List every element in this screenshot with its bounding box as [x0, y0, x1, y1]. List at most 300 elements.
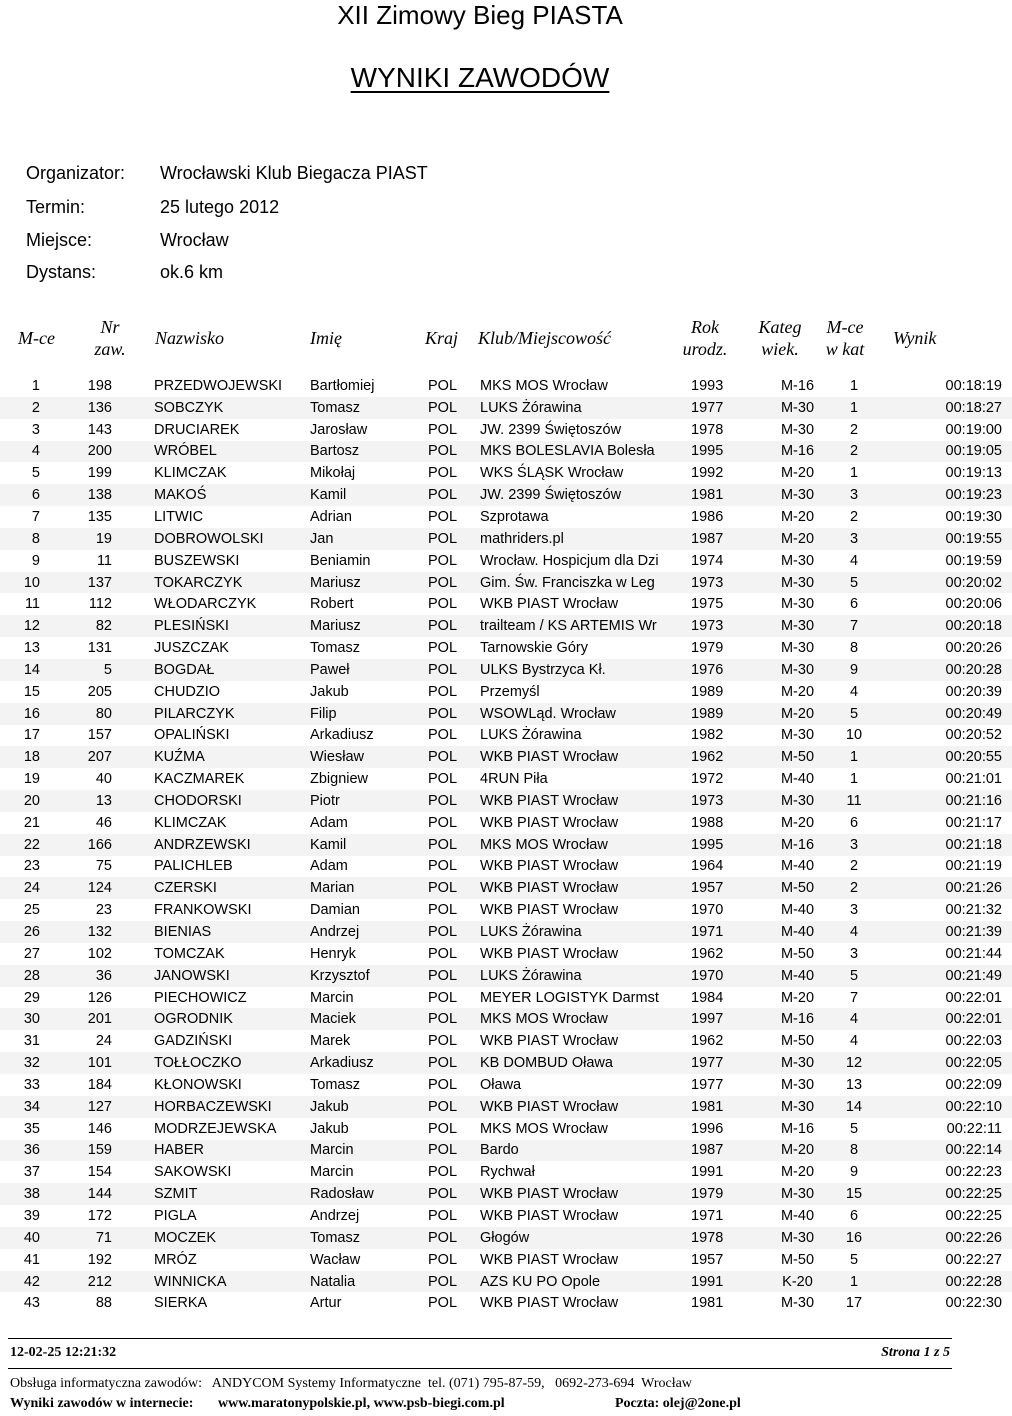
- surname-cell: DRUCIAREK: [154, 421, 240, 438]
- category-cell: M-20: [780, 683, 815, 700]
- first-name-cell: Bartosz: [310, 441, 428, 463]
- place-cell: 29: [23, 989, 40, 1006]
- surname-cell: SIERKA: [154, 1295, 208, 1312]
- place-cell: 1: [31, 377, 40, 394]
- table-row: [0, 877, 1012, 899]
- time-cell: 00:20:55: [874, 746, 1012, 768]
- birth-year-cell: 1957: [691, 877, 761, 899]
- country-cell: POL: [428, 465, 458, 482]
- bib-number-cell: 127: [40, 1096, 112, 1118]
- results-table: [0, 375, 1012, 1314]
- category-cell: M-40: [761, 965, 834, 987]
- table-row: [0, 899, 1012, 921]
- country-cell: POL: [428, 1008, 480, 1030]
- country-cell: POL: [428, 572, 480, 594]
- country-cell: POL: [428, 1251, 458, 1268]
- table-row: [0, 1052, 1012, 1074]
- club-cell: MKS MOS Wrocław: [480, 1120, 608, 1137]
- table-row: [0, 812, 1012, 834]
- table-row: [0, 834, 1012, 856]
- time-cell: 00:21:19: [945, 858, 1002, 875]
- table-row: [0, 441, 1012, 463]
- category-cell: M-20: [780, 1164, 815, 1181]
- club-cell: WSOWLąd. Wrocław: [480, 703, 691, 725]
- category-place-cell: 7: [834, 615, 874, 637]
- birth-year-cell: 1973: [691, 615, 761, 637]
- header-nr-line2: zaw.: [94, 339, 126, 359]
- country-cell: POL: [428, 1052, 480, 1074]
- birth-year-cell: 1978: [691, 1227, 761, 1249]
- category-cell: M-30: [780, 727, 815, 744]
- category-cell: M-20: [761, 703, 834, 725]
- surname-cell: KLIMCZAK: [154, 814, 227, 831]
- place-cell: 18: [0, 746, 40, 768]
- birth-year-cell: 1977: [691, 397, 761, 419]
- bib-number-cell: 24: [95, 1033, 112, 1050]
- first-name-cell: Tomasz: [310, 397, 428, 419]
- bib-number-cell: 46: [95, 814, 112, 831]
- category-place-cell: 3: [834, 484, 874, 506]
- club-cell: trailteam / KS ARTEMIS Wr: [480, 615, 691, 637]
- club-cell: MKS BOLESLAVIA Bolesła: [480, 441, 691, 463]
- first-name-cell: Maciek: [310, 1008, 428, 1030]
- birth-year-cell: 1977: [691, 1052, 761, 1074]
- category-place-cell: 5: [849, 1251, 859, 1268]
- category-place-cell: 17: [845, 1295, 863, 1312]
- birth-year-cell: 1976: [691, 659, 761, 681]
- time-cell: 00:21:32: [945, 902, 1002, 919]
- time-cell: 00:21:18: [874, 834, 1012, 856]
- table-row: [0, 1096, 1012, 1118]
- category-place-cell: 5: [849, 1120, 859, 1137]
- category-cell: M-30: [780, 552, 815, 569]
- first-name-cell: Wacław: [310, 1251, 361, 1268]
- bib-number-cell: 40: [95, 771, 112, 788]
- surname-cell: HORBACZEWSKI: [112, 1096, 310, 1118]
- time-cell: 00:21:44: [945, 945, 1002, 962]
- bib-number-cell: 198: [87, 377, 112, 394]
- time-cell: 00:19:13: [945, 465, 1002, 482]
- time-cell: 00:20:02: [874, 572, 1012, 594]
- place-cell: 28: [0, 965, 40, 987]
- time-cell: 00:19:23: [874, 484, 1012, 506]
- surname-cell: SAKOWSKI: [154, 1164, 232, 1181]
- club-cell: Przemyśl: [480, 683, 540, 700]
- first-name-cell: Jan: [310, 528, 428, 550]
- country-cell: POL: [428, 877, 480, 899]
- surname-cell: OPALIŃSKI: [154, 727, 230, 744]
- bib-number-cell: 82: [40, 615, 112, 637]
- surname-cell: PLESIŃSKI: [112, 615, 310, 637]
- footer-divider-top: [8, 1338, 952, 1339]
- country-cell: POL: [428, 834, 480, 856]
- place-cell: 36: [0, 1140, 40, 1162]
- table-row: [0, 1183, 1012, 1205]
- category-place-cell: 8: [834, 1140, 874, 1162]
- country-cell: POL: [428, 921, 480, 943]
- country-cell: POL: [428, 703, 480, 725]
- first-name-cell: Jarosław: [310, 421, 368, 438]
- club-cell: Gim. Św. Franciszka w Leg: [480, 572, 691, 594]
- time-cell: 00:22:01: [945, 989, 1002, 1006]
- info-value-place: Wrocław: [160, 230, 229, 250]
- first-name-cell: Adrian: [310, 508, 352, 525]
- surname-cell: MAKOŚ: [112, 484, 310, 506]
- category-cell: M-20: [780, 989, 815, 1006]
- surname-cell: PALICHLEB: [154, 858, 233, 875]
- time-cell: 00:19:00: [945, 421, 1002, 438]
- category-cell: M-30: [761, 397, 834, 419]
- surname-cell: PILARCZYK: [112, 703, 310, 725]
- category-cell: M-20: [780, 465, 815, 482]
- category-cell: M-50: [780, 945, 815, 962]
- first-name-cell: Radosław: [310, 1183, 428, 1205]
- category-place-cell: 4: [834, 921, 874, 943]
- first-name-cell: Tomasz: [310, 1227, 428, 1249]
- birth-year-cell: 1989: [691, 683, 724, 700]
- place-cell: 23: [23, 858, 40, 875]
- category-place-cell: 3: [849, 945, 859, 962]
- category-cell: M-16: [761, 834, 834, 856]
- table-row: [0, 593, 1012, 615]
- birth-year-cell: 1989: [691, 703, 761, 725]
- time-cell: 00:22:03: [945, 1033, 1002, 1050]
- surname-cell: DOBROWOLSKI: [112, 528, 310, 550]
- first-name-cell: Kamil: [310, 834, 428, 856]
- place-cell: 22: [0, 834, 40, 856]
- header-year-line2: urodz.: [682, 339, 728, 359]
- country-cell: POL: [428, 1120, 458, 1137]
- category-place-cell: 5: [834, 965, 874, 987]
- club-cell: Tarnowskie Góry: [480, 640, 588, 657]
- category-cell: M-40: [780, 1207, 815, 1224]
- footer-page-number: Strona 1 z 5: [881, 1345, 950, 1360]
- footer-internet-sites[interactable]: www.maratonypolskie.pl, www.psb-biegi.com.pl: [218, 1396, 505, 1411]
- bib-number-cell: 200: [40, 441, 112, 463]
- category-cell: M-50: [761, 746, 834, 768]
- bib-number-cell: 80: [40, 703, 112, 725]
- club-cell: Głogów: [480, 1227, 691, 1249]
- category-cell: M-16: [761, 441, 834, 463]
- first-name-cell: Robert: [310, 596, 354, 613]
- country-cell: POL: [428, 397, 480, 419]
- category-cell: M-30: [761, 790, 834, 812]
- place-cell: 37: [23, 1164, 40, 1181]
- bib-number-cell: 11: [96, 552, 112, 569]
- place-cell: 33: [23, 1076, 40, 1093]
- header-category-place-line1: M-ce: [826, 317, 864, 337]
- first-name-cell: Marek: [310, 1033, 351, 1050]
- place-cell: 9: [31, 552, 40, 569]
- first-name-cell: Piotr: [310, 790, 428, 812]
- birth-year-cell: 1991: [691, 1164, 724, 1181]
- surname-cell: WRÓBEL: [112, 441, 310, 463]
- category-place-cell: 12: [834, 1052, 874, 1074]
- bib-number-cell: 137: [40, 572, 112, 594]
- category-place-cell: 3: [849, 902, 859, 919]
- header-time: Wynik: [893, 328, 937, 348]
- bib-number-cell: 132: [40, 921, 112, 943]
- club-cell: 4RUN Piła: [480, 771, 548, 788]
- club-cell: WKS ŚLĄSK Wrocław: [480, 465, 624, 482]
- birth-year-cell: 1970: [691, 902, 724, 919]
- bib-number-cell: 157: [87, 727, 112, 744]
- category-cell: M-40: [761, 921, 834, 943]
- birth-year-cell: 1962: [691, 945, 724, 962]
- time-cell: 00:20:06: [945, 596, 1002, 613]
- table-row: [0, 965, 1012, 987]
- time-cell: 00:18:19: [945, 377, 1002, 394]
- time-cell: 00:18:27: [874, 397, 1012, 419]
- surname-cell: HABER: [112, 1140, 310, 1162]
- country-cell: POL: [428, 377, 458, 394]
- time-cell: 00:22:28: [874, 1271, 1012, 1293]
- country-cell: POL: [428, 528, 480, 550]
- country-cell: POL: [428, 814, 458, 831]
- bib-number-cell: 201: [40, 1008, 112, 1030]
- birth-year-cell: 1957: [691, 1251, 724, 1268]
- first-name-cell: Marcin: [310, 1140, 428, 1162]
- surname-cell: MODRZEJEWSKA: [154, 1120, 277, 1137]
- time-cell: 00:22:11: [946, 1120, 1002, 1137]
- category-place-cell: 13: [845, 1076, 863, 1093]
- category-place-cell: 3: [834, 528, 874, 550]
- bib-number-cell: 192: [87, 1251, 112, 1268]
- club-cell: MKS MOS Wrocław: [480, 834, 691, 856]
- surname-cell: WŁODARCZYK: [154, 596, 257, 613]
- footer-mail[interactable]: Poczta: olej@2one.pl: [615, 1396, 741, 1411]
- table-row: [0, 703, 1012, 725]
- category-place-cell: 2: [849, 858, 859, 875]
- category-place-cell: 3: [834, 834, 874, 856]
- bib-number-cell: 19: [40, 528, 112, 550]
- birth-year-cell: 1971: [691, 1207, 724, 1224]
- surname-cell: ANDRZEWSKI: [112, 834, 310, 856]
- time-cell: 00:22:01: [874, 1008, 1012, 1030]
- surname-cell: BIENIAS: [112, 921, 310, 943]
- table-row: [0, 506, 1012, 528]
- birth-year-cell: 1991: [691, 1271, 761, 1293]
- birth-year-cell: 1977: [691, 1076, 724, 1093]
- place-cell: 25: [23, 902, 40, 919]
- footer-service-info: Obsługa informatyczna zawodów: ANDYCOM Systemy Informatyczne tel. (071) 795-87-59, 0692-273-694 Wrocław: [10, 1376, 692, 1391]
- birth-year-cell: 1982: [691, 727, 724, 744]
- table-row: [0, 768, 1012, 790]
- table-row: [0, 528, 1012, 550]
- surname-cell: PIECHOWICZ: [154, 989, 247, 1006]
- category-place-cell: 2: [834, 441, 874, 463]
- header-nr-line1: Nr: [100, 317, 120, 337]
- table-row: [0, 1205, 1012, 1227]
- club-cell: JW. 2399 Świętoszów: [480, 484, 691, 506]
- birth-year-cell: 1978: [691, 421, 724, 438]
- club-cell: mathriders.pl: [480, 528, 691, 550]
- bib-number-cell: 184: [87, 1076, 112, 1093]
- category-place-cell: 5: [834, 572, 874, 594]
- category-place-cell: 2: [849, 508, 859, 525]
- bib-number-cell: 143: [87, 421, 112, 438]
- category-place-cell: 4: [849, 683, 859, 700]
- header-country: Kraj: [425, 328, 459, 348]
- club-cell: WKB PIAST Wrocław: [480, 902, 619, 919]
- club-cell: WKB PIAST Wrocław: [480, 814, 619, 831]
- club-cell: WKB PIAST Wrocław: [480, 596, 619, 613]
- category-cell: M-20: [780, 814, 815, 831]
- category-place-cell: 2: [849, 421, 859, 438]
- category-place-cell: 9: [849, 1164, 859, 1181]
- country-cell: POL: [428, 615, 480, 637]
- category-place-cell: 4: [849, 552, 859, 569]
- first-name-cell: Andrzej: [310, 921, 428, 943]
- first-name-cell: Artur: [310, 1295, 342, 1312]
- bib-number-cell: 144: [40, 1183, 112, 1205]
- birth-year-cell: 1992: [691, 465, 724, 482]
- club-cell: Rychwał: [480, 1164, 535, 1181]
- club-cell: WKB PIAST Wrocław: [480, 877, 691, 899]
- table-row: [0, 725, 1012, 747]
- time-cell: 00:22:10: [874, 1096, 1012, 1118]
- first-name-cell: Krzysztof: [310, 965, 428, 987]
- surname-cell: BOGDAŁ: [112, 659, 310, 681]
- bib-number-cell: 159: [40, 1140, 112, 1162]
- first-name-cell: Andrzej: [310, 1207, 360, 1224]
- bib-number-cell: 124: [40, 877, 112, 899]
- table-row: [0, 572, 1012, 594]
- time-cell: 00:22:09: [945, 1076, 1002, 1093]
- place-cell: 11: [24, 596, 40, 613]
- country-cell: POL: [428, 1295, 458, 1312]
- club-cell: Szprotawa: [480, 508, 549, 525]
- first-name-cell: Jakub: [310, 683, 349, 700]
- place-cell: 34: [0, 1096, 40, 1118]
- place-cell: 38: [0, 1183, 40, 1205]
- category-cell: K-20: [761, 1271, 834, 1293]
- place-cell: 16: [0, 703, 40, 725]
- bib-number-cell: 136: [40, 397, 112, 419]
- category-place-cell: 1: [849, 771, 859, 788]
- category-cell: M-30: [761, 1183, 834, 1205]
- category-cell: M-16: [780, 1120, 815, 1137]
- birth-year-cell: 1987: [691, 1140, 761, 1162]
- category-place-cell: 9: [834, 659, 874, 681]
- country-cell: POL: [428, 484, 480, 506]
- club-cell: WKB PIAST Wrocław: [480, 1295, 619, 1312]
- bib-number-cell: 154: [87, 1164, 112, 1181]
- club-cell: WKB PIAST Wrocław: [480, 1207, 619, 1224]
- bib-number-cell: 131: [87, 640, 112, 657]
- birth-year-cell: 1981: [691, 1295, 724, 1312]
- first-name-cell: Damian: [310, 902, 360, 919]
- bib-number-cell: 112: [88, 596, 112, 613]
- country-cell: POL: [428, 902, 458, 919]
- first-name-cell: Filip: [310, 703, 428, 725]
- place-cell: 5: [31, 465, 40, 482]
- time-cell: 00:20:18: [874, 615, 1012, 637]
- club-cell: Oława: [480, 1076, 522, 1093]
- place-cell: 26: [0, 921, 40, 943]
- category-cell: M-30: [761, 1096, 834, 1118]
- table-row: [0, 746, 1012, 768]
- info-value-date: 25 lutego 2012: [160, 197, 280, 217]
- time-cell: 00:19:05: [874, 441, 1012, 463]
- category-cell: M-16: [761, 1008, 834, 1030]
- first-name-cell: Mariusz: [310, 572, 428, 594]
- category-cell: M-30: [780, 421, 815, 438]
- first-name-cell: Bartłomiej: [310, 377, 375, 394]
- surname-cell: TOMCZAK: [154, 945, 225, 962]
- club-cell: WKB PIAST Wrocław: [480, 858, 619, 875]
- category-cell: M-30: [780, 640, 815, 657]
- table-row: [0, 1271, 1012, 1293]
- table-row: [0, 681, 1012, 703]
- birth-year-cell: 1997: [691, 1008, 761, 1030]
- place-cell: 30: [0, 1008, 40, 1030]
- bib-number-cell: 207: [40, 746, 112, 768]
- first-name-cell: Arkadiusz: [310, 1052, 428, 1074]
- country-cell: POL: [428, 1033, 458, 1050]
- country-cell: POL: [428, 1183, 480, 1205]
- table-row: [0, 1292, 1012, 1314]
- results-title: WYNIKI ZAWODÓW: [350, 62, 610, 93]
- club-cell: WKB PIAST Wrocław: [480, 790, 691, 812]
- club-cell: WKB PIAST Wrocław: [480, 1251, 619, 1268]
- club-cell: Wrocław. Hospicjum dla Dzi: [480, 552, 659, 569]
- first-name-cell: Arkadiusz: [310, 727, 374, 744]
- time-cell: 00:22:26: [874, 1227, 1012, 1249]
- birth-year-cell: 1996: [691, 1120, 724, 1137]
- surname-cell: OGRODNIK: [112, 1008, 310, 1030]
- place-cell: 27: [23, 945, 40, 962]
- header-first-name: Imię: [310, 328, 342, 348]
- club-cell: LUKS Żórawina: [480, 397, 691, 419]
- place-cell: 19: [23, 771, 40, 788]
- surname-cell: CZERSKI: [112, 877, 310, 899]
- surname-cell: CHUDZIO: [154, 683, 221, 700]
- birth-year-cell: 1981: [691, 1096, 761, 1118]
- table-row: [0, 1140, 1012, 1162]
- surname-cell: SOBCZYK: [112, 397, 310, 419]
- bib-number-cell: 172: [87, 1207, 112, 1224]
- birth-year-cell: 1964: [691, 858, 724, 875]
- surname-cell: KŁONOWSKI: [154, 1076, 242, 1093]
- header-category-line2: wiek.: [761, 339, 799, 359]
- birth-year-cell: 1993: [691, 377, 724, 394]
- birth-year-cell: 1973: [691, 790, 761, 812]
- time-cell: 00:22:14: [874, 1140, 1012, 1162]
- table-row: [0, 550, 1012, 572]
- first-name-cell: Mikołaj: [310, 465, 356, 482]
- first-name-cell: Natalia: [310, 1271, 428, 1293]
- first-name-cell: Marian: [310, 877, 428, 899]
- place-cell: 39: [23, 1207, 40, 1224]
- place-cell: 12: [0, 615, 40, 637]
- country-cell: POL: [428, 508, 458, 525]
- club-cell: LUKS Żórawina: [480, 965, 691, 987]
- place-cell: 8: [0, 528, 40, 550]
- birth-year-cell: 1973: [691, 572, 761, 594]
- table-row: [0, 987, 1012, 1009]
- category-cell: M-20: [761, 528, 834, 550]
- club-cell: MKS MOS Wrocław: [480, 1008, 691, 1030]
- place-cell: 35: [23, 1120, 40, 1137]
- time-cell: 00:20:28: [874, 659, 1012, 681]
- birth-year-cell: 1962: [691, 746, 761, 768]
- place-cell: 42: [0, 1271, 40, 1293]
- first-name-cell: Adam: [310, 858, 348, 875]
- category-cell: M-30: [761, 1052, 834, 1074]
- surname-cell: FRANKOWSKI: [154, 902, 252, 919]
- category-place-cell: 1: [834, 1271, 874, 1293]
